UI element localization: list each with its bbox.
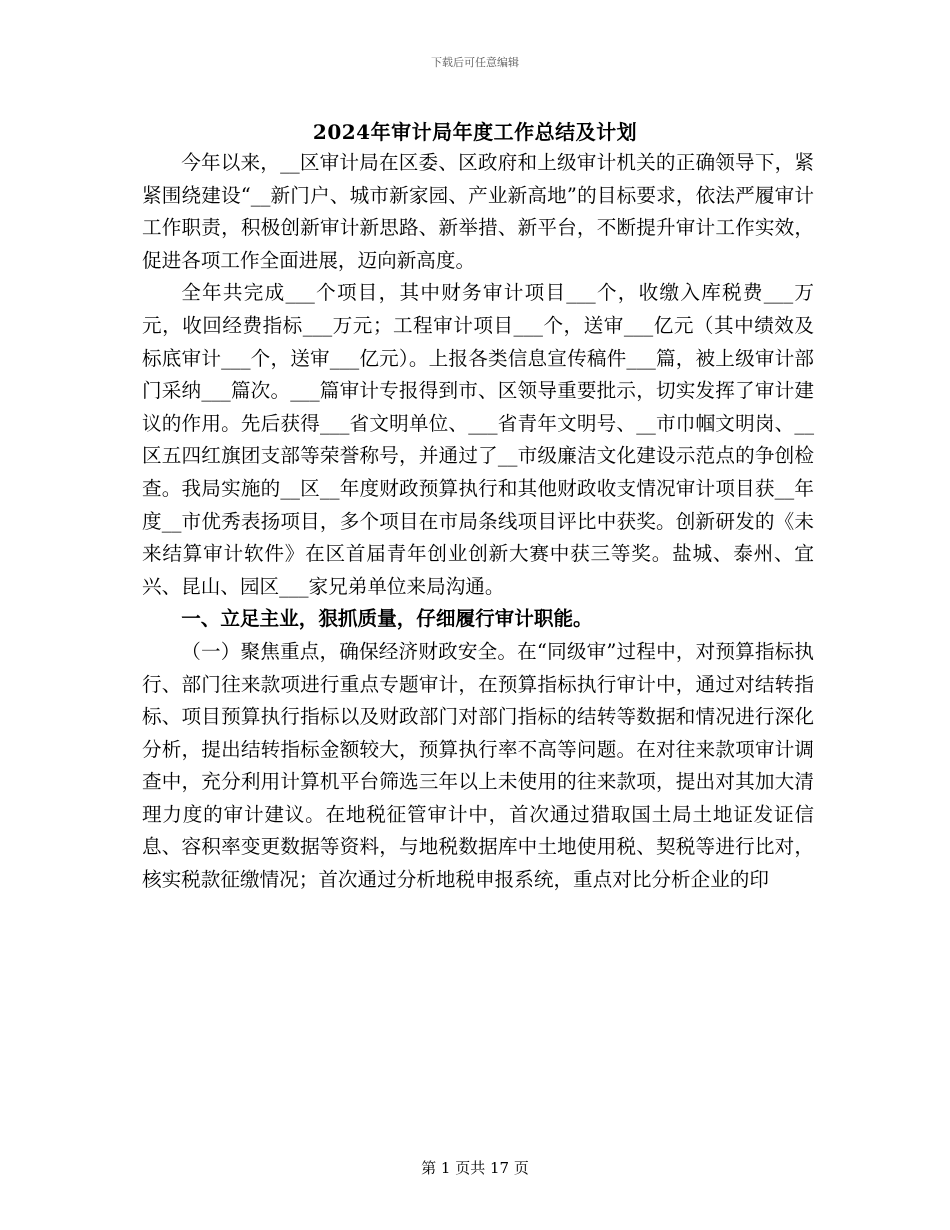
document-body bbox=[142, 147, 814, 897]
page-footer: 第 1 页共 17 页 bbox=[421, 1159, 529, 1177]
paragraph-section-1: （一）聚焦重点，确保经济财政安全。在“同级审”过程中，对预算指标执行、部门往来款项进行重点专题审计，在预算指标执行审计中，通过对结转指标、项目预算执行指标以及财政部门对部门指标的结转等数据和情况进行深化分析，提出结转指标金额较大，预算执行率不高等问题。在对往来款项审计调查中，充分利用计算机平台筛选三年以上未使用的往来款项，提出对其加大清理力度的审计建议。在地税征管审计中，首次通过猎取国土局土地证发证信息、容积率变更数据等资料，与地税数据库中土地使用税、契税等进行比对，核实税款征缴情况；首次通过分析地税申报系统，重点对比分析企业的印 bbox=[142, 639, 814, 892]
paragraph-summary: 全年共完成___个项目，其中财务审计项目___个，收缴入库税费___万元，收回经费指标___万元；工程审计项目___个，送审___亿元（其中绩效及标底审计___个，送审___亿元）。上报各类信息宣传稿件___篇，被上级审计部门采纳___篇次。___篇审计专报得到市、区领导重要批示，切实发挥了审计建议的作用。先后获得___省文明单位、___省青年文明号、__市巾帼文明岗、__区五四红旗团支部等荣誉称号，并通过了__市级廉洁文化建设示范点的争创检查。我局实施的__区__年度财政预算执行和其他财政收支情况审计项目获__年度__市优秀表扬项目，多个项目在市局条线项目评比中获奖。创新研发的《未来结算审计软件》在区首届青年创业创新大赛中获三等奖。盐城、泰州、宜兴、昆山、园区___家兄弟单位来局沟通。 bbox=[142, 281, 814, 598]
header-note: 下载后可任意编辑 bbox=[431, 56, 519, 69]
paragraph-intro: 今年以来，__区审计局在区委、区政府和上级审计机关的正确领导下，紧紧围绕建设“__新门户、城市新家园、产业新高地”的目标要求，依法严履审计工作职责，积极创新审计新思路、新举措、新平台，不断提升审计工作实效，促进各项工作全面进展，迈向新高度。 bbox=[142, 151, 814, 272]
page-title: 2024年审计局年度工作总结及计划 bbox=[312, 120, 638, 144]
section-heading: 一、立足主业，狠抓质量，仔细履行审计职能。 bbox=[181, 607, 593, 631]
